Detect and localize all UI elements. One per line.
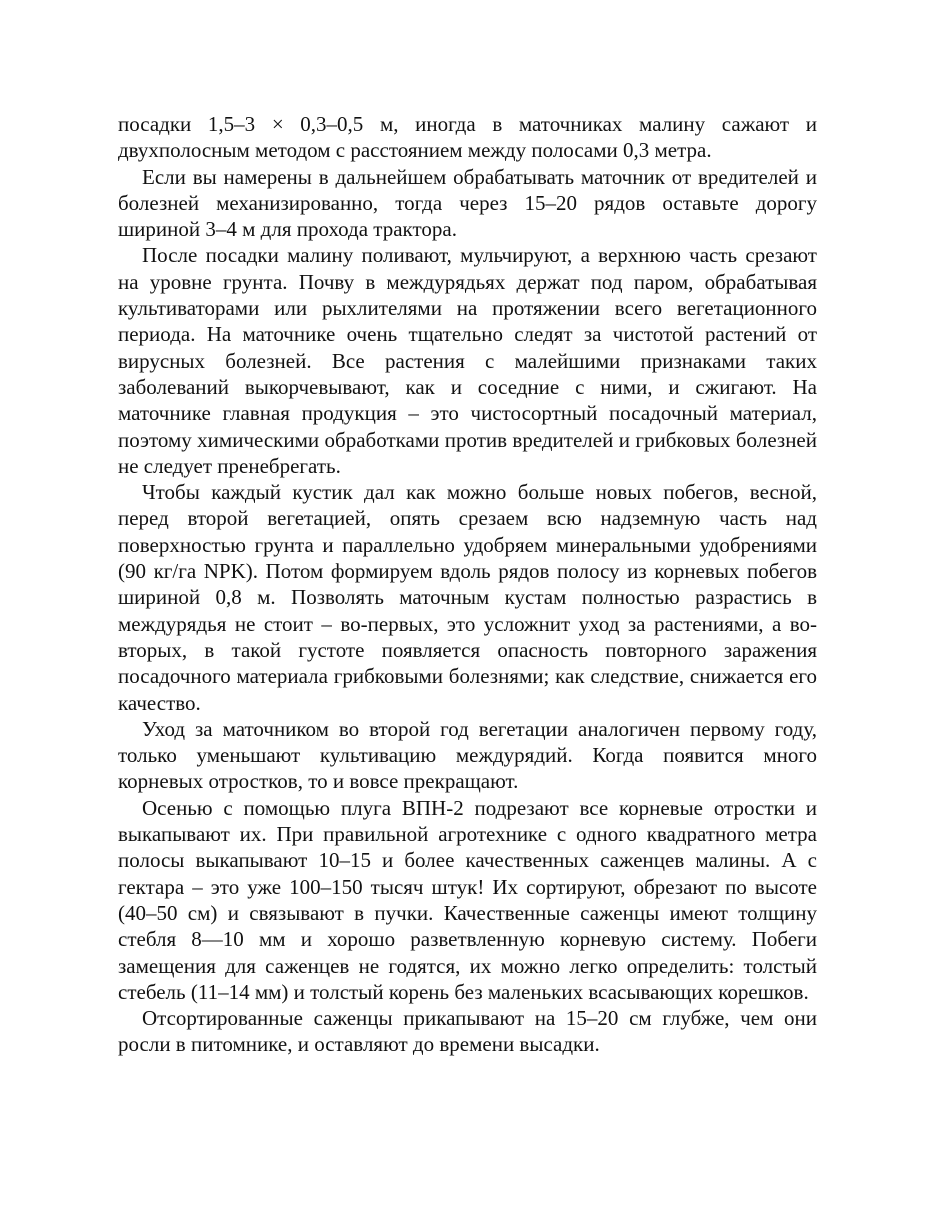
paragraph-6: Осенью с помощью плуга ВПН-2 подрезают все корневые отростки и выкапывают их. При правильной агротехнике с одного квадратного метра полосы выкапывают 10–15 и более качественных саженцев малины. А с гектара – это уже 100–150 тысяч штук! Их сортируют, обрезают по высоте (40–50 см) и связывают в пучки. Качественные саженцы имеют толщину стебля 8—10 мм и хорошо разветвленную корневую систему. Побеги замещения для саженцев не годятся, их можно легко определить: толстый стебель (11–14 мм) и толстый корень без маленьких всасывающих корешков.: [118, 795, 817, 1004]
paragraph-7: Отсортированные саженцы прикапывают на 15–20 см глубже, чем они росли в питомнике, и оставляют до времени высадки.: [118, 1006, 817, 1057]
page-body: [118, 111, 817, 1058]
paragraph-4: Чтобы каждый кустик дал как можно больше новых побегов, весной, перед второй вегетацией, опять срезаем всю надземную часть над поверхностью грунта и параллельно удобряем минеральными удобрениями (90 кг/га NPK). Потом формируем вдоль рядов полосу из корневых побегов шириной 0,8 м. Позволять маточным кустам полностью разрастись в междурядья не стоит – во-первых, это усложнит уход за растениями, а во-вторых, в такой густоте появляется опасность повторного заражения посадочного материала грибковыми болезнями; как следствие, снижается его качество.: [118, 480, 817, 715]
paragraph-2: Если вы намерены в дальнейшем обрабатывать маточник от вредителей и болезней механизированно, тогда через 15–20 рядов оставьте дорогу шириной 3–4 м для прохода трактора.: [118, 164, 817, 242]
paragraph-3: После посадки малину поливают, мульчируют, а верхнюю часть срезают на уровне грунта. Почву в междурядьях держат под паром, обрабатывая культиваторами или рыхлителями на протяжении всего вегетационного периода. На маточнике очень тщательно следят за чистотой растений от вирусных болезней. Все растения с малейшими признаками таких заболеваний выкорчевывают, как и соседние с ними, и сжигают. На маточнике главная продукция – это чистосортный посадочный материал, поэтому химическими обработками против вредителей и грибковых болезней не следует пренебрегать.: [118, 243, 817, 478]
paragraph-1: посадки 1,5–3 × 0,3–0,5 м, иногда в маточниках малину сажают и двухполосным методом с расстоянием между полосами 0,3 метра.: [118, 112, 817, 163]
paragraph-5: Уход за маточником во второй год вегетации аналогичен первому году, только уменьшают культивацию междурядий. Когда появится много корневых отростков, то и вовсе прекращают.: [118, 716, 817, 794]
